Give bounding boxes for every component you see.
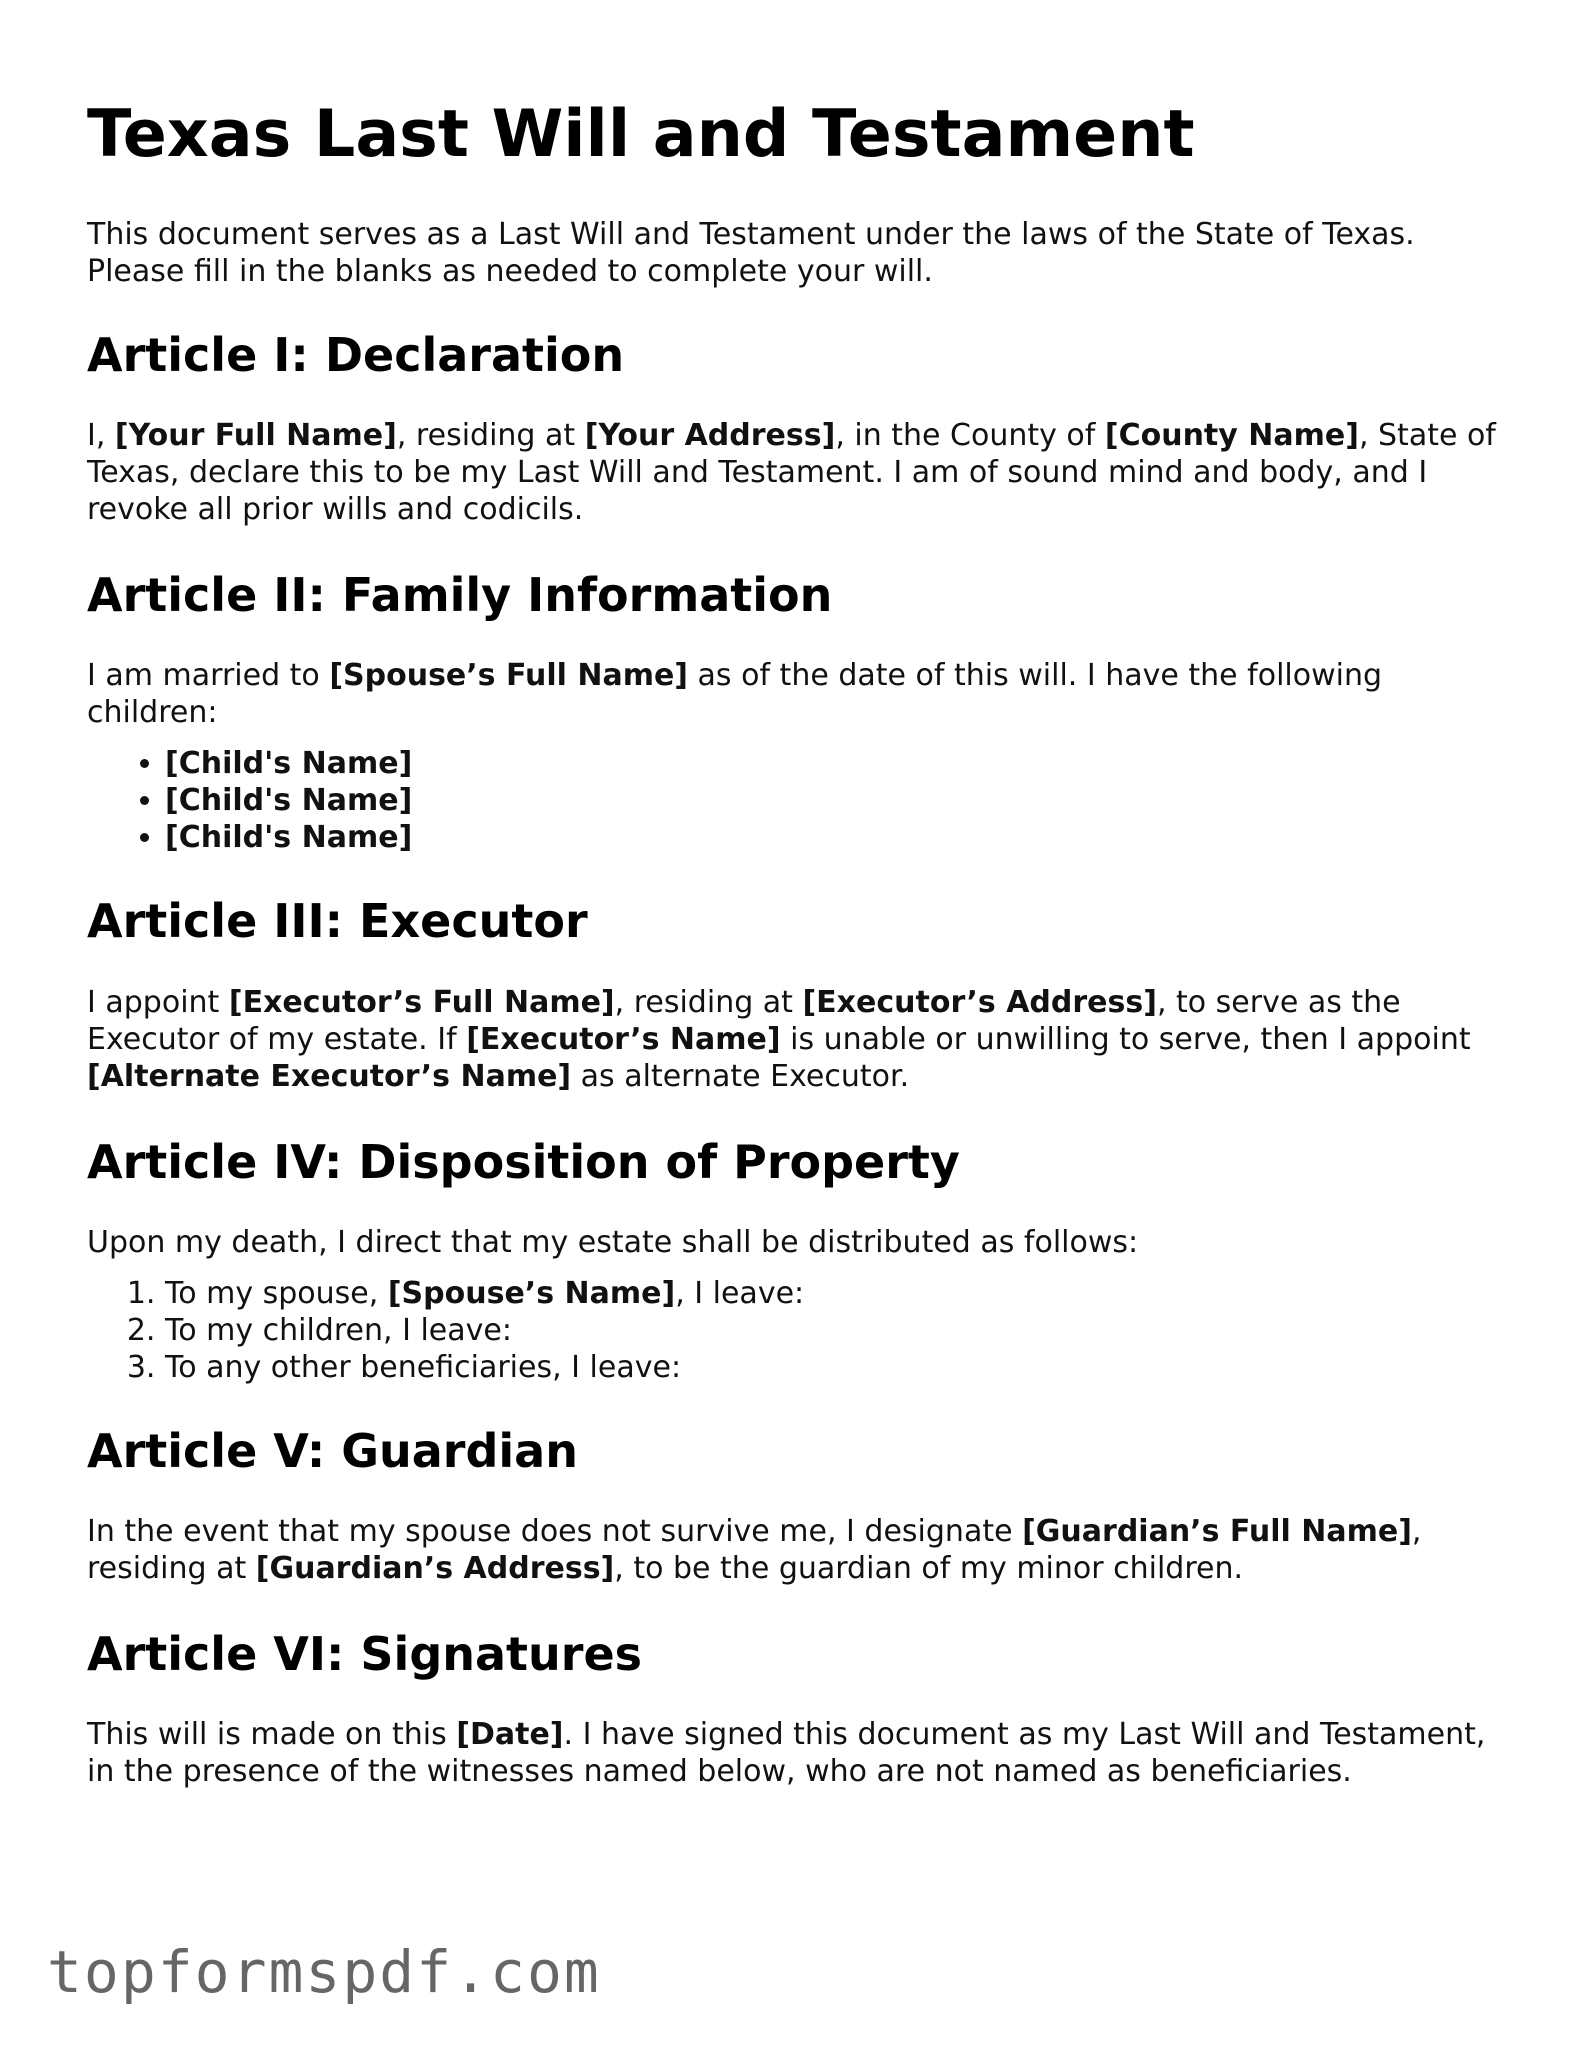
list-item (165, 782, 1507, 819)
disposition-list (87, 1275, 1507, 1386)
county-name-field: [County Name] (1104, 418, 1359, 454)
child-name-field: [Child's Name] (165, 820, 413, 856)
executor-name-field: [Executor’s Name] (466, 1021, 781, 1057)
article-family-information (87, 568, 1507, 856)
executor-paragraph: I appoint [Executor’s Full Name], residing at [Executor’s Address], to serve as the Executor of my estate. If [Executor’s Name] is unable or unwilling to serve, then I appoint [Alternate Executor’s Name] as alternate Executor. (87, 984, 1471, 1094)
children-list (87, 745, 1507, 856)
article-declaration (87, 328, 1507, 528)
article-heading: Article II: Family Information (87, 568, 833, 623)
article-heading: Article I: Declaration (87, 328, 625, 382)
article-heading: Article IV: Disposition of Property (87, 1134, 960, 1189)
article-guardian (87, 1424, 1507, 1587)
date-field: [Date] (456, 1717, 564, 1753)
child-name-field: [Child's Name] (165, 783, 413, 819)
spouse-name-field: [Spouse’s Name] (387, 1275, 676, 1311)
signatures-paragraph: This will is made on this [Date]. I have signed this document as my Last Will and Testament, in the presence of the witnesses named below, who are not named as beneficiaries. (87, 1717, 1486, 1790)
disposition-paragraph: Upon my death, I direct that my estate shall be distributed as follows: (87, 1224, 1139, 1260)
article-heading: Article V: Guardian (87, 1423, 578, 1478)
article-executor (87, 894, 1507, 1094)
list-item (165, 745, 1507, 782)
executor-address-field: [Executor’s Address] (802, 984, 1157, 1020)
family-paragraph: I am married to [Spouse’s Full Name] as of the date of this will. I have the following children: (87, 658, 1383, 731)
article-disposition-of-property (87, 1135, 1507, 1386)
guardian-paragraph: In the event that my spouse does not survive me, I designate [Guardian’s Full Name], residing at [Guardian’s Address], to be the guardian of my minor children. (87, 1513, 1422, 1586)
guardian-full-name-field: [Guardian’s Full Name] (1022, 1513, 1412, 1549)
document-page (87, 96, 1507, 1830)
intro-paragraph: This document serves as a Last Will and Testament under the laws of the State of Texas. Please fill in the blanks as needed to complete your will. (87, 217, 1415, 289)
article-heading: Article VI: Signatures (87, 1626, 643, 1681)
guardian-address-field: [Guardian’s Address] (255, 1550, 615, 1586)
alternate-executor-name-field: [Alternate Executor’s Name] (87, 1058, 572, 1094)
your-full-name-field: [Your Full Name] (114, 418, 397, 454)
declaration-paragraph: I, [Your Full Name], residing at [Your Address], in the County of [County Name], State of Texas, declare this to be my Last Will and Testament. I am of sound mind and body, and I revoke all prior wills and codicils. (87, 418, 1496, 528)
list-item: 3. To any other beneficiaries, I leave: (165, 1349, 1507, 1386)
article-heading: Article III: Executor (87, 894, 588, 949)
executor-full-name-field: [Executor’s Full Name] (228, 984, 615, 1020)
article-signatures (87, 1627, 1507, 1790)
watermark: topformspdf.com (47, 1938, 601, 2006)
document-title: Texas Last Will and Testament (87, 97, 1195, 172)
child-name-field: [Child's Name] (165, 746, 413, 782)
your-address-field: [Your Address] (584, 418, 836, 454)
spouse-full-name-field: [Spouse’s Full Name] (329, 658, 689, 694)
list-item (165, 819, 1507, 856)
list-item: 1. To my spouse, [Spouse’s Name], I leave: (165, 1275, 1507, 1312)
list-item: 2. To my children, I leave: (165, 1312, 1507, 1349)
